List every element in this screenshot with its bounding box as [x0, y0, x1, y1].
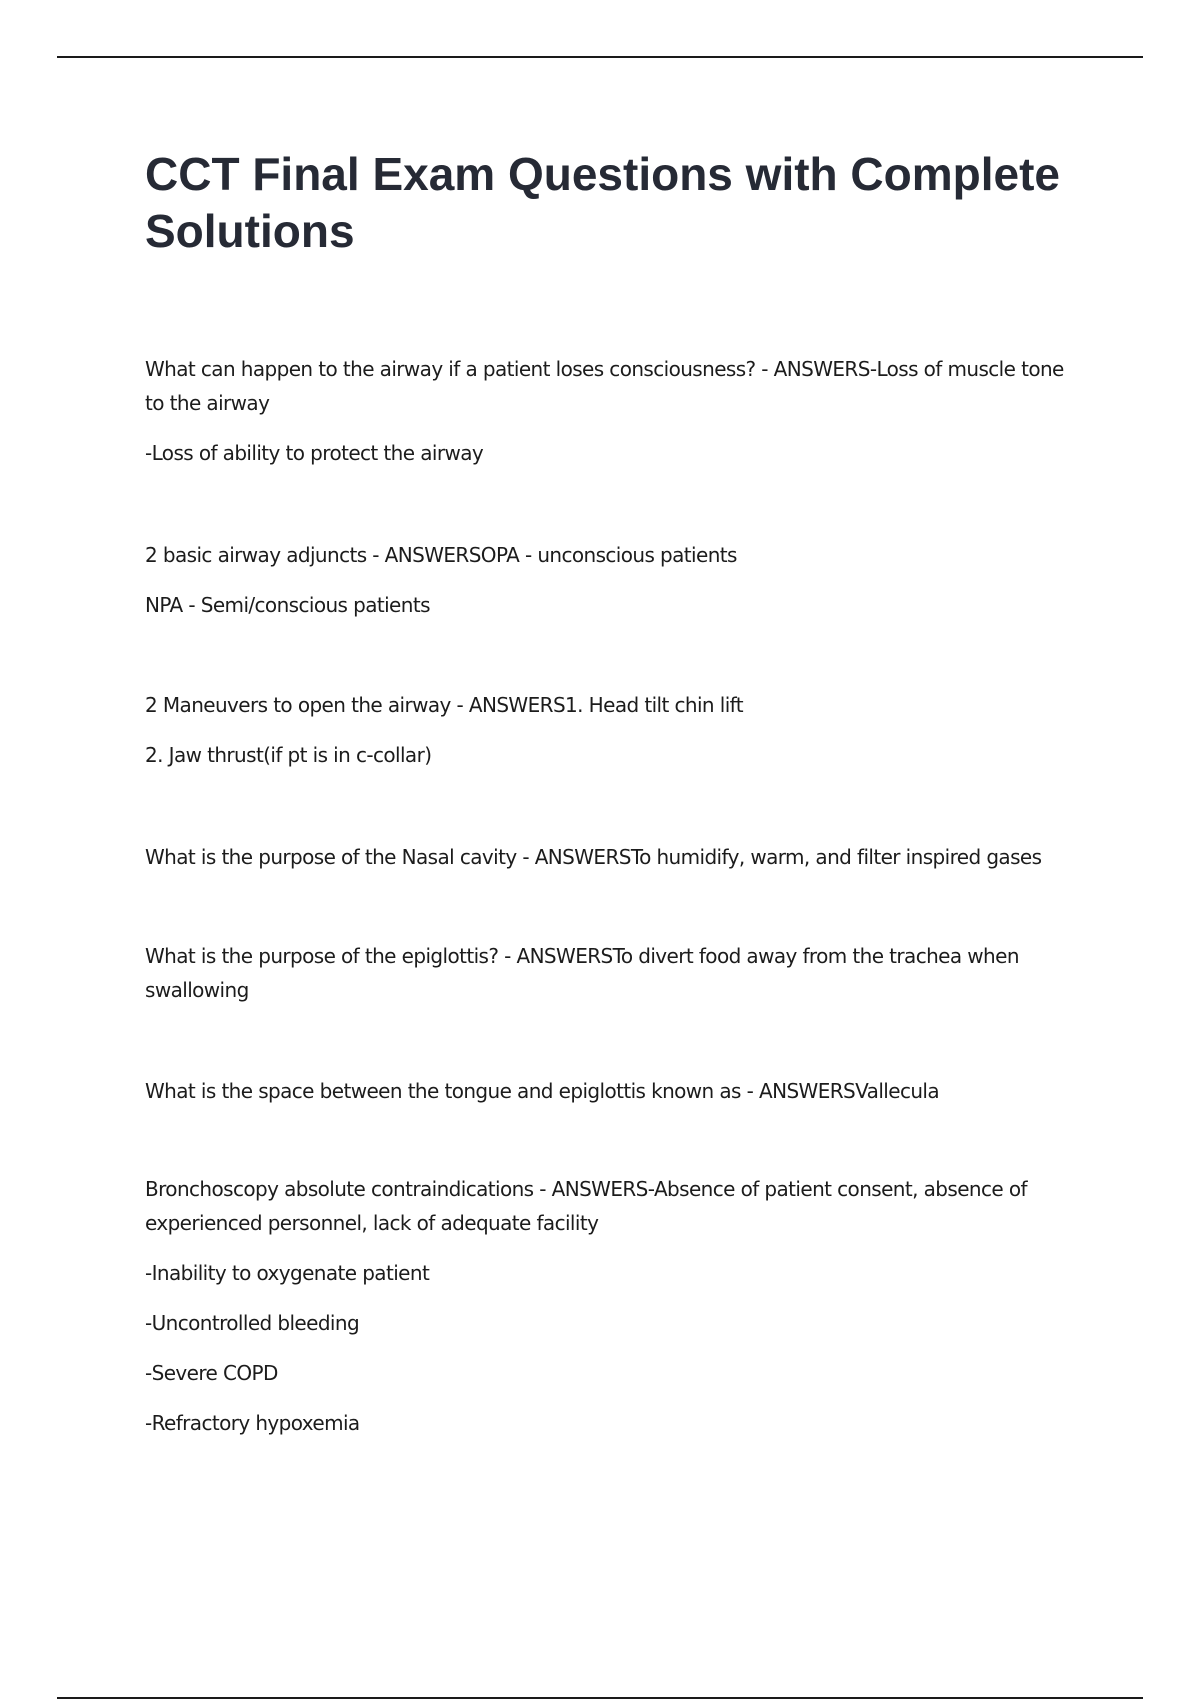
qa-question: What is the purpose of the epiglottis? - ANSWERSTo divert food away from the trachea when swallowing [145, 944, 1019, 1002]
qa-entry-airway-adjuncts [145, 538, 1080, 622]
qa-question: What can happen to the airway if a patient loses consciousness? - ANSWERS-Loss of muscle tone to the airway [145, 357, 1064, 415]
qa-entry-airway-maneuvers [145, 688, 1080, 772]
qa-question: Bronchoscopy absolute contraindications - ANSWERS-Absence of patient consent, absence of experienced personnel, lack of adequate facility [145, 1177, 1027, 1235]
qa-extra-line: 2. Jaw thrust(if pt is in c-collar) [145, 743, 432, 767]
qa-entry-epiglottis [145, 939, 1080, 1007]
bottom-rule [57, 1697, 1143, 1699]
qa-question: 2 basic airway adjuncts - ANSWERSOPA - unconscious patients [145, 543, 737, 567]
qa-extra-line: NPA - Semi/conscious patients [145, 593, 430, 617]
qa-extra-line: -Severe COPD [145, 1361, 278, 1385]
qa-entry-vallecula [145, 1074, 1080, 1108]
qa-extra-line: -Loss of ability to protect the airway [145, 441, 484, 465]
qa-entry-airway-consciousness [145, 352, 1080, 470]
qa-entry-nasal-cavity [145, 840, 1080, 874]
qa-extra-line: -Uncontrolled bleeding [145, 1311, 360, 1335]
qa-extra-line: -Inability to oxygenate patient [145, 1261, 430, 1285]
top-rule [57, 56, 1143, 58]
qa-extra-line: -Refractory hypoxemia [145, 1411, 360, 1435]
qa-question: What is the space between the tongue and epiglottis known as - ANSWERSVallecula [145, 1079, 940, 1103]
qa-question: 2 Maneuvers to open the airway - ANSWERS1. Head tilt chin lift [145, 693, 743, 717]
qa-question: What is the purpose of the Nasal cavity - ANSWERSTo humidify, warm, and filter inspired gases [145, 845, 1042, 869]
qa-entry-bronchoscopy [145, 1172, 1080, 1440]
document-title: CCT Final Exam Questions with Complete Solutions [145, 148, 1061, 257]
